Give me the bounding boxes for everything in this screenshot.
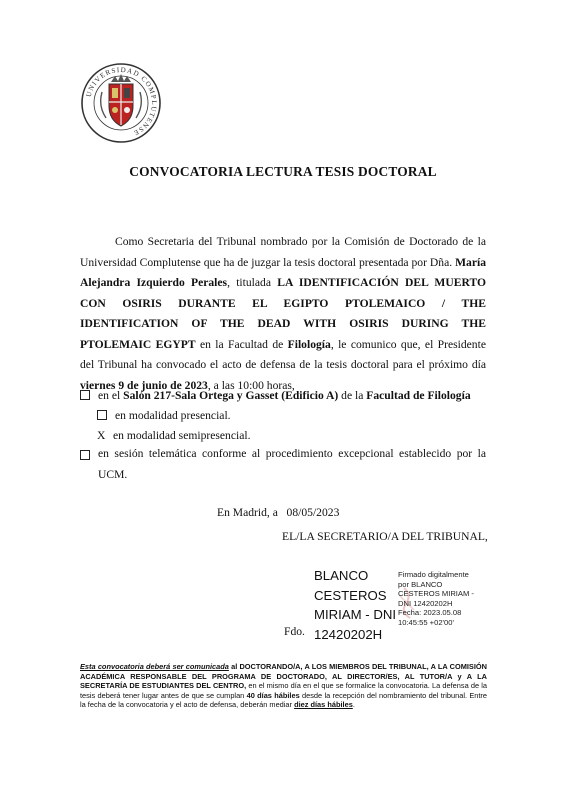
checked-x-mark: X bbox=[97, 429, 106, 442]
signer-name-line: 12420202H bbox=[314, 626, 383, 642]
body-paragraph bbox=[80, 232, 486, 396]
footer-recipients: al DOCTORANDO/A, A LOS MIEMBROS DEL TRIBUNAL, A LA COMISIÓN ACADÉMICA RESPONSABLE DEL PROGRAMA DE DOCTORADO, AL DIRECTOR/ES, AL TUTOR/A y A LA SECRETARÍA DE ESTUDIANTES DEL CENTRO, bbox=[80, 662, 487, 690]
option-telematic bbox=[80, 444, 486, 485]
option-text: de la bbox=[341, 389, 364, 402]
checkbox-place bbox=[80, 390, 90, 400]
signature-detail-line: CESTEROS MIRIAM - bbox=[398, 589, 474, 599]
option-presencial bbox=[97, 406, 231, 427]
footer-deadline: 40 días hábiles bbox=[246, 690, 300, 700]
faculty-name: Filología bbox=[287, 337, 331, 351]
defense-room: Salón 217-Sala Ortega y Gasset (Edificio A) bbox=[123, 389, 339, 402]
footer-emphasis: Esta convocatoria deberá ser comunicada bbox=[80, 662, 229, 671]
signer-name-line: CESTEROS bbox=[314, 587, 387, 603]
fdo-label: Fdo. bbox=[284, 625, 305, 638]
signature-detail-line: por BLANCO bbox=[398, 579, 443, 589]
signature-detail-line: DNI 12420202H bbox=[398, 598, 453, 608]
signature-detail-line: Firmado digitalmente bbox=[398, 570, 469, 579]
signature-detail-line: Fecha: 2023.05.08 bbox=[398, 608, 462, 618]
option-text: en modalidad semipresencial. bbox=[113, 429, 251, 442]
defense-date: viernes 9 de junio de 2023 bbox=[80, 378, 208, 392]
paragraph-text: , le comunico que, el Presidente del Tribunal ha convocado el acto de defensa de la tesis doctoral para el próximo día bbox=[80, 337, 486, 371]
footer-text: desde la recepción del nombramiento del tribunal. Entre la fecha de la convocatoria y el acto de defensa, deberán mediar bbox=[80, 690, 487, 709]
checkbox-telematic bbox=[80, 450, 90, 460]
option-text: en modalidad presencial. bbox=[115, 409, 231, 422]
signer-name-line: BLANCO bbox=[314, 568, 369, 583]
footer-text: . bbox=[352, 700, 355, 709]
paragraph-text: , a las 10:00 horas, bbox=[207, 378, 295, 392]
thesis-title: LA IDENTIFICACIÓN DEL MUERTO CON OSIRIS DURANTE EL EGIPTO PTOLEMAICO / THE IDENTIFICATION OF THE DEAD WITH OSIRIS DURING THE PTOLEMAIC EGYPT bbox=[80, 276, 486, 351]
footer-note bbox=[80, 662, 487, 710]
paragraph-text: en la Facultad de bbox=[199, 337, 284, 351]
footer-minimum-days: diez días hábiles bbox=[294, 700, 353, 709]
signature-detail-line: 10:45:55 +02'00' bbox=[398, 617, 454, 627]
secretary-heading: EL/LA SECRETARIO/A DEL TRIBUNAL, bbox=[282, 530, 488, 543]
paragraph-text: , titulada bbox=[227, 276, 271, 289]
document-title: CONVOCATORIA LECTURA TESIS DOCTORAL bbox=[129, 164, 437, 179]
defense-faculty: Facultad de Filología bbox=[366, 389, 471, 402]
option-place bbox=[80, 386, 471, 407]
option-text: en sesión telemática conforme al procedimiento excepcional establecido por la UCM. bbox=[98, 447, 486, 481]
digital-signature-details bbox=[398, 570, 508, 628]
seal-motto: UNIVERSIDAD COMPLUTENSE bbox=[84, 65, 159, 138]
paragraph-text: Como Secretaria del Tribunal nombrado por la Comisión de Doctorado de la Universidad Complutense que ha de juzgar la tesis doctoral presentada por Dña. bbox=[80, 235, 486, 269]
university-seal-logo bbox=[80, 62, 162, 144]
footer-text: en el mismo día en el que se formalice la convocatoria. La defensa de la tesis deberá tener lugar antes de que se cumplan bbox=[80, 681, 487, 700]
signer-name-line: MIRIAM - DNI bbox=[314, 607, 397, 622]
candidate-name: María Alejandra Izquierdo Perales bbox=[80, 255, 486, 289]
signer-name bbox=[314, 566, 396, 644]
option-text: en el bbox=[98, 389, 121, 402]
checkbox-presencial bbox=[97, 410, 107, 420]
place-date: En Madrid, a 08/05/2023 bbox=[217, 506, 340, 519]
